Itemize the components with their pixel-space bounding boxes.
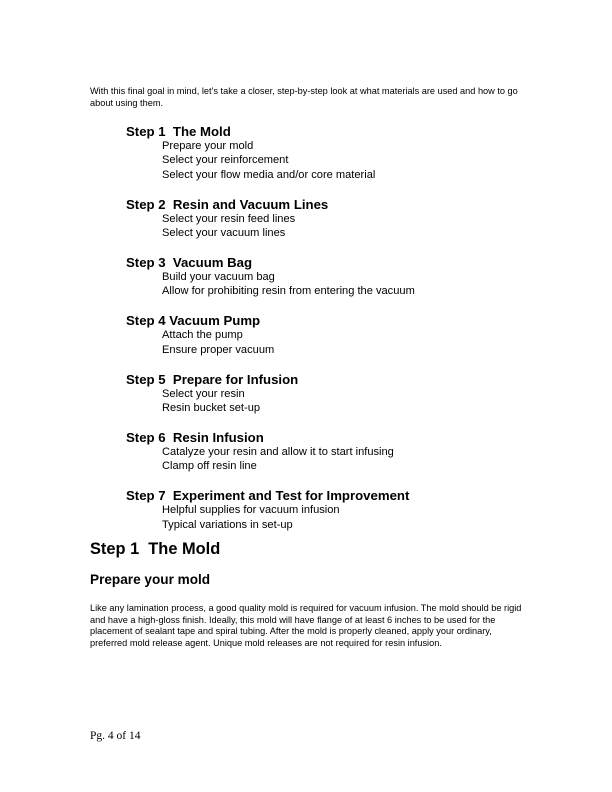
step-items: [126, 270, 546, 299]
step-block: [126, 313, 546, 357]
steps-outline: [126, 124, 546, 547]
step-block: [126, 197, 546, 241]
step-item: Select your resin: [162, 387, 245, 400]
section-title: Step 1 The Mold: [90, 540, 221, 558]
step-block: [126, 488, 546, 532]
step-item: Select your vacuum lines: [162, 227, 286, 240]
intro-paragraph: With this final goal in mind, let’s take a closer, step-by-step look at what materials are used and how to go about using them.: [90, 86, 518, 108]
step-item: Resin bucket set-up: [162, 402, 261, 415]
step-items: [126, 139, 546, 182]
step-heading: Step 4 Vacuum Pump: [126, 313, 261, 329]
step-item: Catalyze your resin and allow it to start infusing: [162, 445, 394, 458]
step-item: Select your reinforcement: [162, 154, 289, 167]
step-item: Helpful supplies for vacuum infusion: [162, 504, 340, 517]
step-item: Ensure proper vacuum: [162, 343, 275, 356]
step-item: Attach the pump: [162, 329, 243, 342]
step-item: Typical variations in set-up: [162, 518, 293, 531]
step-block: [126, 124, 546, 182]
step-block: [126, 430, 546, 474]
step-heading: Step 6 Resin Infusion: [126, 429, 264, 445]
step-item: Clamp off resin line: [162, 460, 257, 473]
step-items: [126, 503, 546, 532]
step-item: Build your vacuum bag: [162, 271, 275, 284]
step-items: [126, 445, 546, 474]
step-heading: Step 1 The Mold: [126, 124, 231, 139]
step-item: Select your flow media and/or core material: [162, 168, 376, 181]
step-block: [126, 372, 546, 416]
body-paragraph: Like any lamination process, a good quality mold is required for vacuum infusion. The mold should be rigid and have a high-gloss finish. Ideally, this mold will have flange of at least 6 inches to be used for the placement of sealant tape and spiral tubing. After the mold is properly cleaned, apply your ordinary, preferred mold release agent. Unique mold releases are not required for resin infusion.: [90, 603, 522, 648]
subsection-title: Prepare your mold: [90, 572, 211, 587]
step-block: [126, 255, 546, 299]
step-heading: Step 2 Resin and Vacuum Lines: [126, 196, 329, 212]
step-heading: Step 3 Vacuum Bag: [126, 255, 253, 271]
step-items: [126, 328, 546, 357]
step-heading: Step 7 Experiment and Test for Improvement: [126, 488, 410, 504]
step-items: [126, 212, 546, 241]
step-heading: Step 5 Prepare for Infusion: [126, 371, 299, 387]
step-item: Select your resin feed lines: [162, 212, 296, 225]
step-items: [126, 387, 546, 416]
page-number: Pg. 4 of 14: [90, 730, 141, 742]
step-item: Prepare your mold: [162, 140, 254, 152]
step-item: Allow for prohibiting resin from entering the vacuum: [162, 285, 415, 298]
